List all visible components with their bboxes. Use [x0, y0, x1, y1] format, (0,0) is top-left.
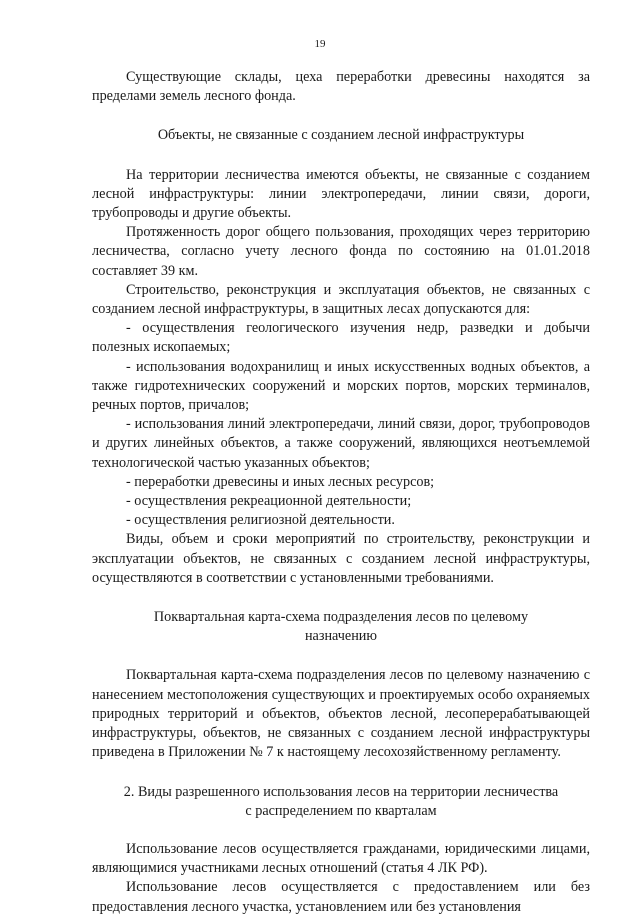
list-item-water-objects: - использования водохранилищ и иных искусственных водных объектов, а также гидротехнических сооружений и морских портов, морских терминалов, речных портов, причалов;	[92, 358, 590, 414]
paragraph-forest-use-conditions: Использование лесов осуществляется с предоставлением или без предоставления лесного участка, установлением или без установления	[92, 879, 590, 915]
paragraph-quarter-map: Поквартальная карта-схема подразделения лесов по целевому назначению с нанесением местоположения существующих и проектируемых особо охраняемых природных территорий и объектов, объектов лесной, лесоперерабатывающей инфраструктуры, объектов, не связанных с созданием лесной инфраструктуры приведена в Приложении № 7 к настоящему лесохозяйственному регламенту.	[92, 667, 590, 761]
list-item-wood-processing: - переработки древесины и иных лесных ресурсов;	[126, 473, 435, 490]
section-heading-permitted-uses: 2. Виды разрешенного использования лесов на территории лесничества с распределением по кварталам	[123, 783, 559, 819]
paragraph-existing-objects: На территории лесничества имеются объекты, не связанные с созданием лесной инфраструктуры: линии электропередачи, линии связи, дороги, трубопроводы и другие объекты.	[92, 166, 590, 222]
section-heading-quarter-map: Поквартальная карта-схема подразделения лесов по целевому назначению	[153, 609, 529, 645]
list-item-geology: - осуществления геологического изучения недр, разведки и добычи полезных ископаемых;	[92, 320, 590, 356]
paragraph-activities-scope: Виды, объем и сроки мероприятий по строительству, реконструкции и эксплуатации объектов, не связанных с созданием лесной инфраструктуры, осуществляются в соответствии с установленными требованиями.	[92, 531, 590, 586]
page-number: 19	[314, 38, 326, 50]
paragraph-construction-permitted: Строительство, реконструкция и эксплуатация объектов, не связанных с созданием лесной инфраструктуры, в защитных лесах допускаются для:	[92, 281, 590, 318]
list-item-recreation: - осуществления рекреационной деятельности;	[126, 493, 412, 510]
paragraph-warehouses: Существующие склады, цеха переработки древесины находятся за пределами земель лесного фонда.	[92, 69, 590, 105]
paragraph-road-length: Протяженность дорог общего пользования, проходящих через территорию лесничества, согласно учету лесного фонда по состоянию на 01.01.2018 составляет 39 км.	[92, 224, 590, 279]
list-item-linear-objects: - использования линий электропередачи, линий связи, дорог, трубопроводов и других линейных объектов, а также сооружений, являющихся неотъемлемой технологической частью указанных объектов;	[92, 416, 590, 471]
paragraph-forest-users: Использование лесов осуществляется гражданами, юридическими лицами, являющимися участниками лесных отношений (статья 4 ЛК РФ).	[92, 840, 590, 877]
page-body	[92, 68, 590, 917]
section-heading-non-infrastructure-objects: Объекты, не связанные с созданием лесной инфраструктуры	[157, 127, 525, 144]
list-item-religious: - осуществления религиозной деятельности.	[126, 512, 395, 529]
